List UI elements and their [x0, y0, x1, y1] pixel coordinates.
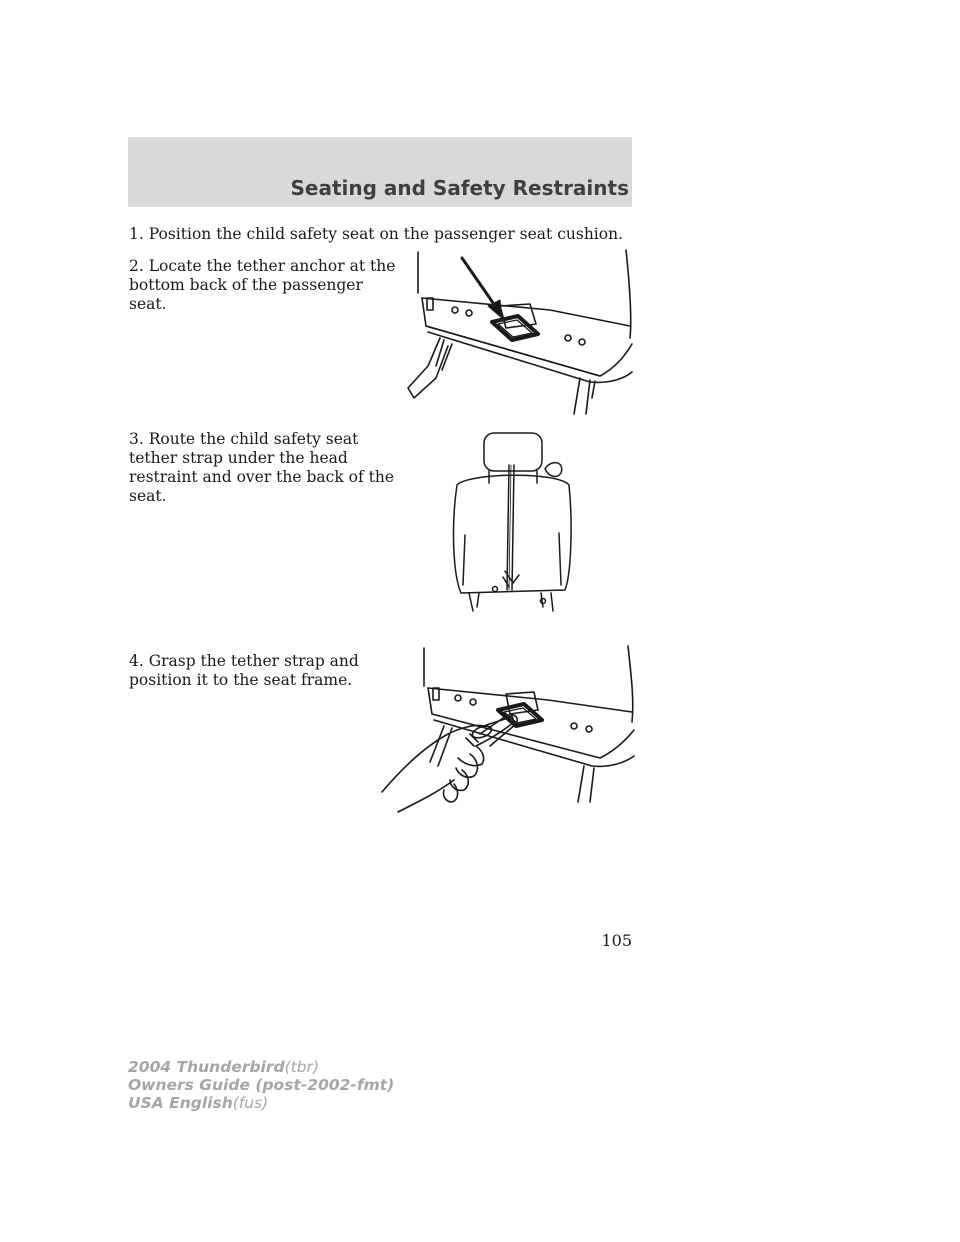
- footer-language-code: (fus): [232, 1094, 269, 1112]
- step-1-text: 1. Position the child safety seat on the passenger seat cushion.: [129, 225, 624, 243]
- footer-language-name: USA English: [128, 1094, 233, 1112]
- page-number: 105: [601, 931, 632, 950]
- step-4-text: 4. Grasp the tether strap and position it to the seat frame.: [129, 652, 359, 689]
- seat-back-strap-illustration: [447, 425, 577, 625]
- footer-guide-name: Owners Guide (post-2002-fmt): [128, 1076, 395, 1094]
- footer-line-language: [128, 1094, 394, 1112]
- hand-strap-illustration: [378, 642, 638, 817]
- footer-line-guide: [128, 1076, 394, 1094]
- section-title: Seating and Safety Restraints: [290, 176, 629, 200]
- section-header-band: [128, 137, 632, 207]
- footer-line-model: [128, 1058, 394, 1076]
- footer-model-name: 2004 Thunderbird: [128, 1058, 285, 1076]
- step-2-text: 2. Locate the tether anchor at the bottom back of the passenger seat.: [129, 257, 396, 313]
- tether-anchor-illustration: [400, 248, 635, 418]
- step-3-text: 3. Route the child safety seat tether strap under the head restraint and over the back of the seat.: [129, 430, 395, 505]
- document-footer: [128, 1058, 394, 1112]
- footer-model-code: (tbr): [284, 1058, 320, 1076]
